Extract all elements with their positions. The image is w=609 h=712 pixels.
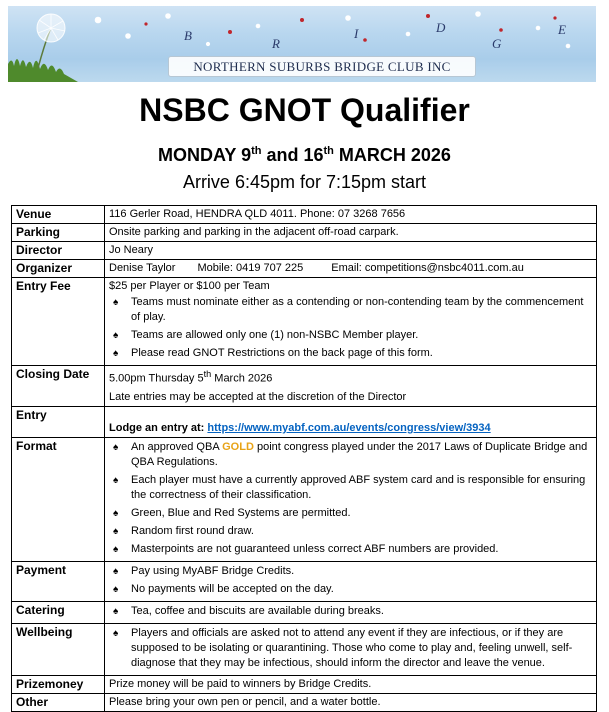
list-item	[109, 626, 592, 671]
list-item	[109, 440, 592, 470]
row-label: Parking	[12, 224, 105, 242]
spade-icon: ♠	[113, 474, 119, 486]
list-item-text: Green, Blue and Red Systems are permitted.	[131, 506, 351, 519]
table-row-closing-date	[12, 366, 597, 407]
late-entries-note: Late entries may be accepted at the discretion of the Director	[109, 390, 407, 403]
wellbeing-value	[105, 623, 597, 675]
closing-date-end: March 2026	[211, 372, 273, 385]
banner-letter: B	[184, 28, 192, 43]
format-value	[105, 437, 597, 561]
row-label: Organizer	[12, 260, 105, 278]
entry-fee-list	[109, 295, 592, 361]
banner-letter: D	[436, 20, 446, 35]
format-pre: An approved QBA	[131, 440, 223, 453]
closing-date-main: 5.00pm Thursday 5	[109, 372, 204, 385]
table-row-venue	[12, 206, 597, 224]
gold-label: GOLD	[222, 440, 254, 453]
closing-date-line	[109, 367, 592, 387]
closing-date-value	[105, 366, 597, 407]
organizer-value	[105, 260, 597, 278]
wellbeing-list	[109, 626, 592, 671]
row-label: Wellbeing	[12, 623, 105, 675]
header-banner	[8, 6, 596, 82]
spade-icon: ♠	[113, 627, 119, 639]
row-label: Catering	[12, 601, 105, 623]
list-item-text: Tea, coffee and biscuits are available during breaks.	[131, 604, 384, 617]
payment-list	[109, 564, 592, 597]
list-item-text: Random first round draw.	[131, 524, 254, 537]
row-label: Closing Date	[12, 366, 105, 407]
format-list	[109, 440, 592, 557]
table-row-catering	[12, 601, 597, 623]
table-row-director	[12, 242, 597, 260]
spade-icon: ♠	[113, 525, 119, 537]
entry-fee-amount: $25 per Player or $100 per Team	[109, 280, 270, 292]
spade-icon: ♠	[113, 543, 119, 555]
list-item	[109, 542, 592, 557]
spade-icon: ♠	[113, 297, 119, 308]
list-item	[109, 524, 592, 539]
event-dates	[0, 143, 609, 167]
spade-icon: ♠	[113, 605, 119, 617]
organizer-name: Denise Taylor	[109, 262, 176, 274]
table-row-other	[12, 693, 597, 711]
banner-letter: R	[272, 36, 280, 51]
page-title: NSBC GNOT Qualifier	[139, 92, 470, 128]
list-item	[109, 506, 592, 521]
table-row-format	[12, 437, 597, 561]
date-suffix: th	[323, 145, 334, 157]
row-label: Other	[12, 693, 105, 711]
date-part: MARCH 2026	[333, 145, 451, 165]
list-item	[109, 328, 592, 343]
table-row-wellbeing	[12, 623, 597, 675]
list-item-text: Pay using MyABF Bridge Credits.	[131, 564, 295, 577]
banner-letter: I	[354, 26, 359, 41]
date-suffix: th	[203, 369, 212, 379]
other-value: Please bring your own pen or pencil, and a water bottle.	[105, 693, 597, 711]
venue-value: 116 Gerler Road, HENDRA QLD 4011. Phone: 07 3268 7656	[105, 206, 597, 224]
spade-icon: ♠	[113, 565, 119, 577]
date-part: and 16	[261, 145, 324, 165]
parking-value: Onsite parking and parking in the adjacent off-road carpark.	[105, 224, 597, 242]
spade-icon: ♠	[113, 507, 119, 519]
entry-value	[105, 406, 597, 437]
director-value: Jo Neary	[105, 242, 597, 260]
lodge-text: Lodge an entry at:	[109, 421, 208, 434]
list-item	[109, 604, 592, 619]
list-item-text: Masterpoints are not guaranteed unless correct ABF numbers are provided.	[131, 542, 499, 555]
spade-icon: ♠	[113, 583, 119, 595]
club-name: NORTHERN SUBURBS BRIDGE CLUB INC	[168, 56, 476, 77]
list-item-text: Please read GNOT Restrictions on the back page of this form.	[131, 347, 433, 359]
list-item	[109, 346, 592, 361]
spade-icon: ♠	[113, 348, 119, 359]
prizemoney-value: Prize money will be paid to winners by Bridge Credits.	[105, 675, 597, 693]
table-row-parking	[12, 224, 597, 242]
row-label: Director	[12, 242, 105, 260]
row-label: Payment	[12, 561, 105, 601]
row-label: Format	[12, 437, 105, 561]
organizer-mobile: Mobile: 0419 707 225	[197, 262, 304, 274]
event-info-table	[11, 205, 597, 712]
spade-icon: ♠	[113, 330, 119, 341]
list-item-text: Teams must nominate either as a contending or non-contending team by the commencement of play.	[131, 296, 584, 323]
catering-value	[105, 601, 597, 623]
table-row-entry-fee	[12, 278, 597, 366]
entry-fee-value	[105, 278, 597, 366]
spade-icon: ♠	[113, 441, 119, 453]
list-item	[109, 473, 592, 503]
table-row-organizer	[12, 260, 597, 278]
list-item-text: Players and officials are asked not to attend any event if they are infectious, or if they are supposed to be isolating or quarantining. Those who come to play and, feeling unwell, self-diagnose that they may be infectious, should inform the director and leave the venue.	[131, 626, 573, 669]
table-row-prizemoney	[12, 675, 597, 693]
arrival-time: Arrive 6:45pm for 7:15pm start	[182, 172, 427, 192]
organizer-email: Email: competitions@nsbc4011.com.au	[331, 262, 524, 274]
banner-letter: E	[558, 22, 566, 37]
entry-link[interactable]: https://www.myabf.com.au/events/congress/view/3934	[207, 421, 491, 434]
date-suffix: th	[251, 145, 262, 157]
row-label: Entry Fee	[12, 278, 105, 366]
list-item	[109, 582, 592, 597]
list-item	[109, 295, 592, 325]
list-item-text: No payments will be accepted on the day.	[131, 582, 334, 595]
list-item-text: Each player must have a currently approved ABF system card and is responsible for ensuring the correctness of their classification.	[131, 473, 586, 501]
row-label: Venue	[12, 206, 105, 224]
date-part: MONDAY 9	[158, 145, 252, 165]
table-row-payment	[12, 561, 597, 601]
banner-letter: G	[492, 36, 502, 51]
format-post: point congress played under the 2017 Laws of Duplicate Bridge and QBA Regulations.	[131, 440, 588, 468]
payment-value	[105, 561, 597, 601]
entry-line	[109, 421, 592, 436]
row-label: Entry	[12, 406, 105, 437]
list-item	[109, 564, 592, 579]
table-row-entry	[12, 406, 597, 437]
list-item-text: Teams are allowed only one (1) non-NSBC Member player.	[131, 329, 419, 341]
row-label: Prizemoney	[12, 675, 105, 693]
catering-list	[109, 604, 592, 619]
